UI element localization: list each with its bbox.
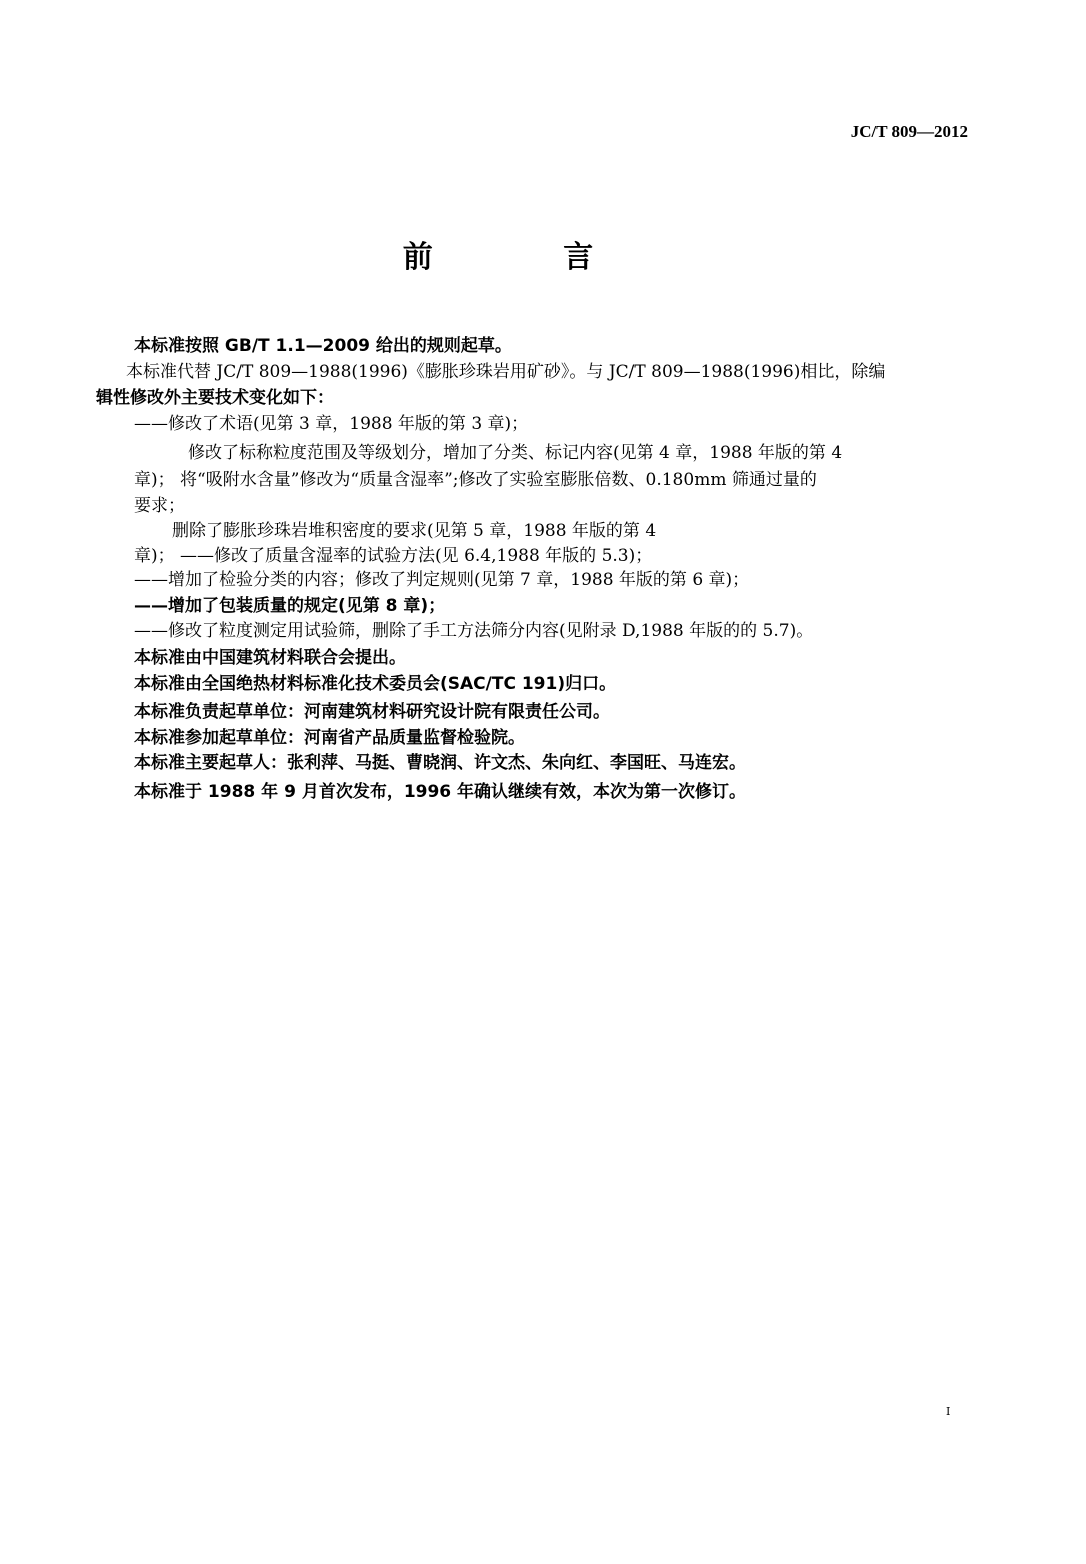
drafting-rule-line: 本标准按照 GB/T 1.1—2009 给出的规则起草。 <box>134 336 512 356</box>
change-item-grading-cont: 章)； 将“吸附水含量”修改为“质量含湿率”;修改了实验室膨胀倍数、0.180mm 筛通过量的 <box>134 470 817 490</box>
change-item-grading: 修改了标称粒度范围及等级划分，增加了分类、标记内容(见第 4 章，1988 年版的第 4 <box>188 443 843 463</box>
changes-intro-line: 辑性修改外主要技术变化如下： <box>96 388 334 408</box>
change-item-inspection: ——增加了检验分类的内容；修改了判定规则(见第 7 章，1988 年版的第 6 章)； <box>134 570 750 590</box>
change-item-grading-end: 要求； <box>134 496 185 516</box>
page-title: 前 言 <box>402 240 654 275</box>
change-item-packaging: ——增加了包装质量的规定(见第 8 章)； <box>134 596 446 616</box>
proposer-line: 本标准由中国建筑材料联合会提出。 <box>134 648 406 668</box>
main-drafters-line: 本标准主要起草人：张利萍、马挺、曹晓润、许文杰、朱向红、李国旺、马连宏。 <box>134 753 746 773</box>
change-item-sieve: ——修改了粒度测定用试验筛，删除了手工方法筛分内容(见附录 D,1988 年版的的 5.7)。 <box>134 621 814 641</box>
replacement-line: 本标准代替 JC/T 809—1988(1996)《膨胀珍珠岩用矿砂》。与 JC/T 809—1988(1996)相比，除编 <box>126 362 886 382</box>
change-item-moisture-test: 章)； ——修改了质量含湿率的试验方法(见 6.4,1988 年版的 5.3)； <box>134 546 653 566</box>
standard-code: JC/T 809—2012 <box>850 122 968 141</box>
participating-unit-line: 本标准参加起草单位：河南省产品质量监督检验院。 <box>134 728 525 748</box>
change-item-density: 删除了膨胀珍珠岩堆积密度的要求(见第 5 章，1988 年版的第 4 <box>172 521 657 541</box>
committee-line: 本标准由全国绝热材料标准化技术委员会(SAC/TC 191)归口。 <box>134 674 617 694</box>
publication-history-line: 本标准于 1988 年 9 月首次发布，1996 年确认继续有效，本次为第一次修订。 <box>134 782 747 802</box>
page-number: I <box>946 1405 951 1418</box>
change-item-terms: ——修改了术语(见第 3 章，1988 年版的第 3 章)； <box>134 414 529 434</box>
lead-drafter-unit-line: 本标准负责起草单位：河南建筑材料研究设计院有限责任公司。 <box>134 702 610 722</box>
